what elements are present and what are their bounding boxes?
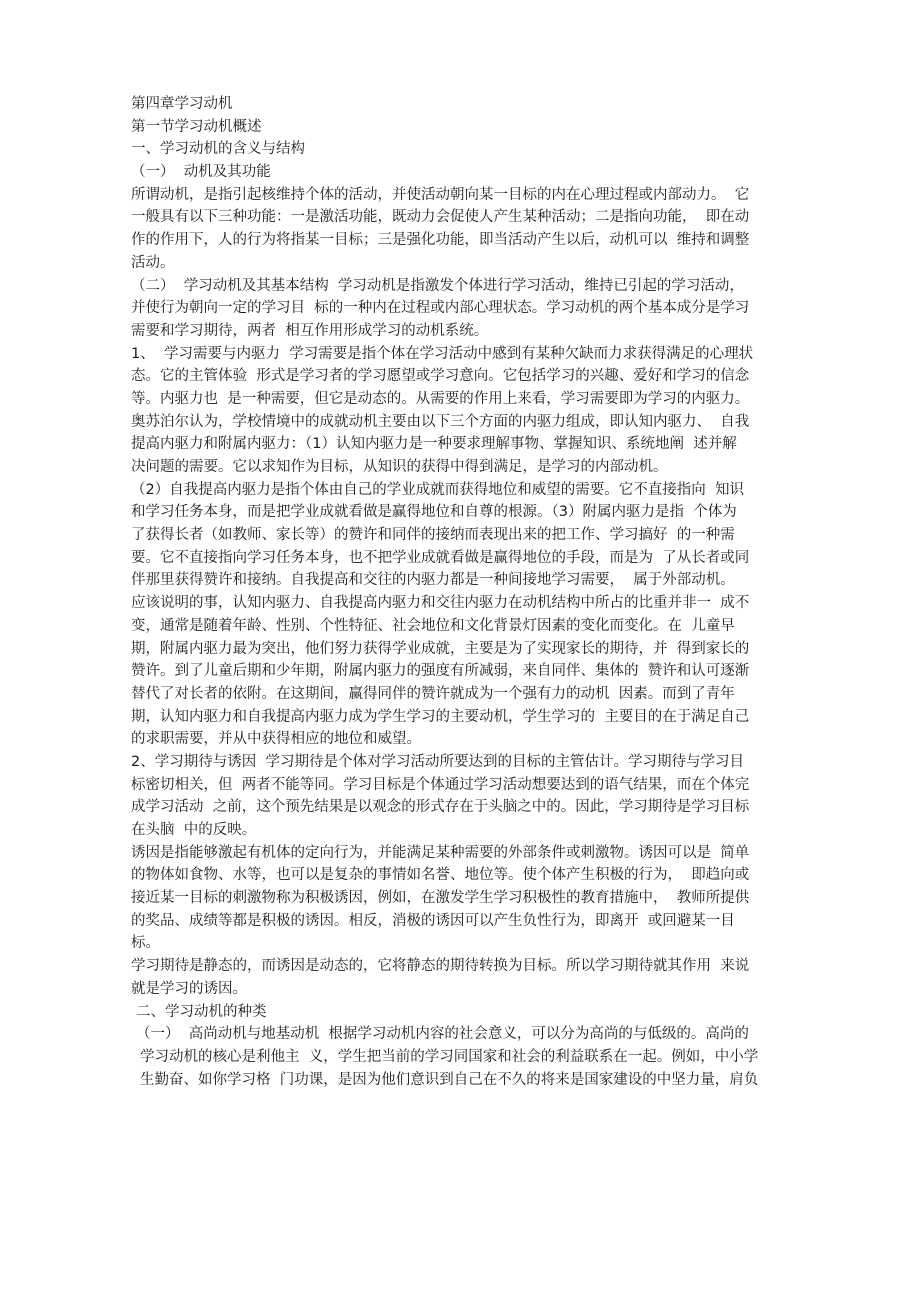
text-line: 诱因是指能够激起有机体的定向行为，并能满足某种需要的外部条件或刺激物。诱因可以是 简单 xyxy=(131,844,750,861)
text-line: 2、学习期待与诱因 学习期待是个体对学习活动所要达到的目标的主管估计。学习期待与学习目 xyxy=(131,753,744,770)
text-line: 就是学习的诱因。 xyxy=(131,980,247,997)
section-title: 第一节学习动机概述 xyxy=(131,118,262,135)
text-line: 作的作用下，人的行为将指某一目标；三是强化功能，即当活动产生以后，动机可以 维持和调整 xyxy=(131,232,750,249)
text-line: 标。 xyxy=(131,935,160,952)
text-line: 期，附属内驱力最为突出，他们努力获得学业成就，主要是为了实现家长的期待，并 得到家长的 xyxy=(131,640,750,657)
text-line: 标密切相关，但 两者不能等同。学习目标是个体通过学习活动想要达到的语气结果，而在个体完 xyxy=(131,776,750,793)
text-line: 奥苏泊尔认为，学校情境中的成就动机主要由以下三个方面的内驱力组成，即认知内驱力、 自我 xyxy=(131,413,750,430)
heading-2: 二、学习动机的种类 xyxy=(136,1003,267,1020)
text-line: 的求职需要，并从中获得相应的地位和威望。 xyxy=(131,731,421,748)
text-line: （2）自我提高内驱力是指个体由自己的学业成就而获得地位和威望的需要。它不直接指向 知识 xyxy=(131,481,744,498)
text-line: 提高内驱力和附属内驱力：（1）认知内驱力是一种要求理解事物、掌握知识、系统地阐 述并解 xyxy=(131,436,737,453)
text-line: 生勤奋、如你学习格 门功课，是因为他们意识到自己在不久的将来是国家建设的中坚力量，肩负 xyxy=(140,1071,759,1088)
text-line: 变，通常是随着年龄、性别、个性特征、社会地位和文化背景灯因素的变化而变化。在 儿童早 xyxy=(131,617,735,634)
text-line: 成学习活动 之前，这个预先结果是以观念的形式存在于头脑之中的。因此，学习期待是学习目标 xyxy=(131,799,750,816)
subheading: （一） 动机及其功能 xyxy=(131,164,271,181)
document-page xyxy=(131,93,793,1091)
text-line: 1、 学习需要与内驱力 学习需要是指个体在学习活动中感到有某种欠缺而力求获得满足的心理状 xyxy=(131,345,754,362)
text-line: 在头脑 中的反映。 xyxy=(131,822,257,838)
text-line: 了获得长者（如教师、家长等）的赞许和同伴的接纳而表现出来的把工作、学习搞好 的一种需 xyxy=(131,527,735,544)
text-line: 学习期待是静态的，而诱因是动态的，它将静态的期待转换为目标。所以学习期待就其作用 来说 xyxy=(131,958,750,975)
text-line: 和学习任务本身，而是把学业成就看做是赢得地位和自尊的根源。（3）附属内驱力是指 个体为 xyxy=(131,504,737,521)
subheading-line: （二） 学习动机及其基本结构 学习动机是指激发个体进行学习活动，维持已引起的学习活动， xyxy=(131,277,744,294)
text-line: 要。它不直接指向学习任务本身，也不把学业成就看做是赢得地位的手段，而是为 了从长者或同 xyxy=(131,549,750,566)
text-line: 学习动机的核心是利他主 义，学生把当前的学习同国家和社会的利益联系在一起。例如，中小学 xyxy=(140,1048,759,1065)
text-line: 并使行为朝向一定的学习目 标的一种内在过程或内部心理状态。学习动机的两个基本成分是学习 xyxy=(131,300,750,317)
text-line: 决问题的需要。它以求知作为目标，从知识的获得中得到满足，是学习的内部动机。 xyxy=(131,459,668,475)
text-line: 所谓动机，是指引起核维持个体的活动，并使活动朝向某一目标的内在心理过程或内部动力。 它 xyxy=(131,186,750,203)
text-line: 赞许。到了儿童后期和少年期，附属内驱力的强度有所减弱，来自同伴、集体的 赞许和认可逐渐 xyxy=(131,663,750,680)
text-line: 的物体如食物、水等，也可以是复杂的事情如名誉、地位等。使个体产生积极的行为， 即趋向或 xyxy=(131,867,750,884)
text-line: 期，认知内驱力和自我提高内驱力成为学生学习的主要动机，学生学习的 主要目的在于满足自己 xyxy=(131,708,750,725)
text-line: 活动。 xyxy=(131,254,175,271)
text-line: 态。它的主管体验 形式是学习者的学习愿望或学习意向。它包括学习的兴趣、爱好和学习的信念 xyxy=(131,368,750,385)
text-line: 接近某一目标的刺激物称为积极诱因，例如，在激发学生学习积极性的教育措施中， 教师所提供 xyxy=(131,890,750,907)
text-line: 伴那里获得赞许和接纳。自我提高和交往的内驱力都是一种间接地学习需要， 属于外部动机。 xyxy=(131,572,735,589)
text-line: 等。内驱力也 是一种需要，但它是动态的。从需要的作用上来看，学习需要即为学习的内驱力。 xyxy=(131,390,750,407)
chapter-title: 第四章学习动机 xyxy=(131,96,233,112)
text-line: 一般具有以下三种功能：一是激活功能，既动力会促使人产生某种活动；二是指向功能， 即在动 xyxy=(131,209,750,226)
heading-1: 一、学习动机的含义与结构 xyxy=(131,141,305,158)
text-line: 应该说明的事，认知内驱力、自我提高内驱力和交往内驱力在动机结构中所占的比重并非一 成不 xyxy=(131,595,750,612)
text-line: 的奖品、成绩等都是积极的诱因。相反，消极的诱因可以产生负性行为，即离开 或回避某一目 xyxy=(131,912,735,929)
text-line: 需要和学习期待，两者 相互作用形成学习的动机系统。 xyxy=(131,322,489,339)
subheading-line: （一） 高尚动机与地基动机 根据学习动机内容的社会意义，可以分为高尚的与低级的。高尚的 xyxy=(136,1026,749,1043)
text-line: 替代了对长者的依附。在这期间，赢得同伴的赞许就成为一个强有力的动机 因素。而到了青年 xyxy=(131,685,735,702)
